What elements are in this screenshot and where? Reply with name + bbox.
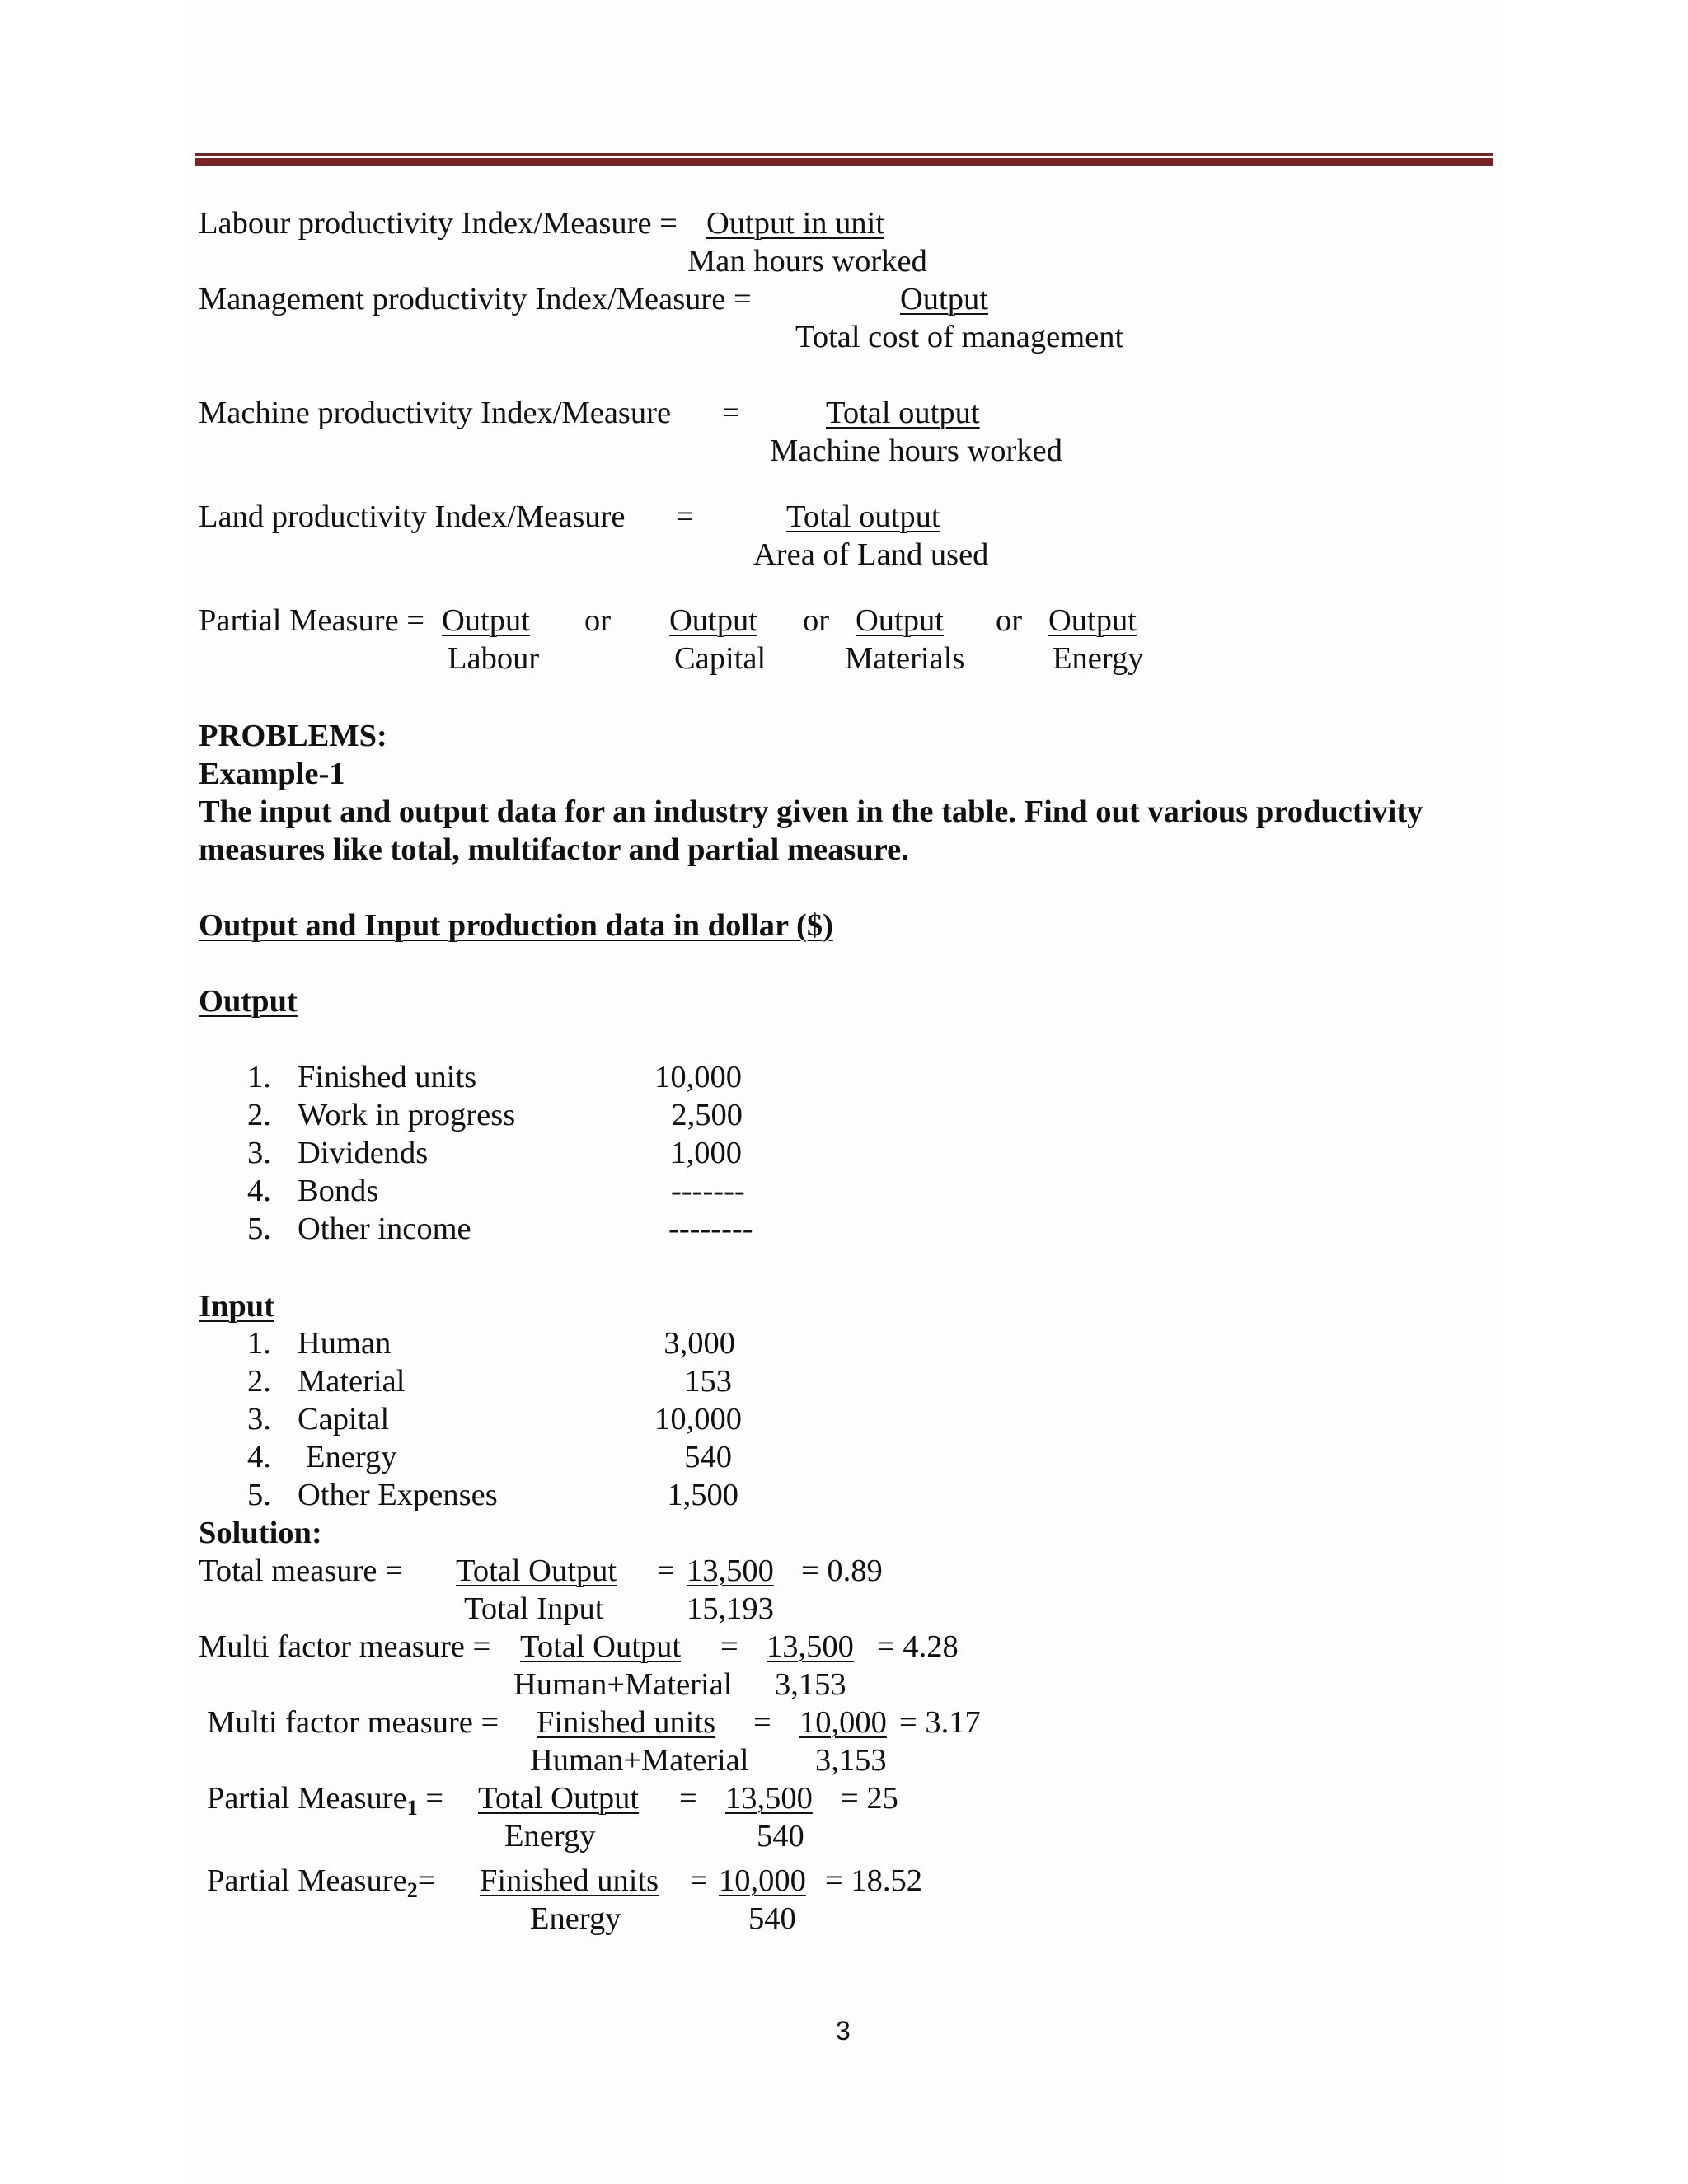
total-measure-numerator: Total Output xyxy=(456,1554,617,1588)
partial-or-2: or xyxy=(803,603,830,638)
list-item-value: 2,500 xyxy=(671,1098,743,1132)
labour-formula-numerator: Output in unit xyxy=(706,206,885,241)
land-formula-equals: = xyxy=(676,499,694,534)
list-item-value: 153 xyxy=(684,1364,732,1399)
problems-heading: PROBLEMS: xyxy=(199,719,387,753)
list-item-value: -------- xyxy=(668,1212,753,1246)
multi-factor-2-equals: = xyxy=(753,1705,771,1740)
list-item-value: 1,500 xyxy=(667,1478,738,1512)
partial-measure-2-numerator: Finished units xyxy=(480,1863,659,1898)
labour-formula-label: Labour productivity Index/Measure = xyxy=(199,206,686,241)
management-formula-label: Management productivity Index/Measure = xyxy=(199,282,752,316)
list-item-label: Energy xyxy=(306,1440,397,1474)
partial-measure-1-equals: = xyxy=(679,1781,697,1816)
partial-or-3: or xyxy=(996,603,1023,638)
partial-measure-1-den-value: 540 xyxy=(757,1819,804,1854)
multi-factor-2-den-value: 3,153 xyxy=(815,1743,887,1778)
partial-term-labour-denominator: Labour xyxy=(448,641,540,676)
partial-measure-1-result: = 25 xyxy=(841,1781,898,1816)
multi-factor-2-label: Multi factor measure = xyxy=(207,1705,499,1740)
partial-measure-2-num-value: 10,000 xyxy=(719,1863,806,1898)
total-measure-denominator: Total Input xyxy=(464,1591,604,1626)
partial-measure-1-numerator: Total Output xyxy=(478,1781,640,1816)
partial-measure-2-result: = 18.52 xyxy=(825,1863,922,1898)
partial-term-materials-numerator: Output xyxy=(856,603,944,638)
machine-formula-label: Machine productivity Index/Measure xyxy=(199,396,672,430)
input-heading: Input xyxy=(199,1289,275,1324)
solution-heading: Solution: xyxy=(199,1516,322,1550)
list-item-value: ------- xyxy=(671,1174,745,1208)
partial-measure-1-subscript: 1 xyxy=(406,1796,418,1820)
multi-factor-1-den-value: 3,153 xyxy=(775,1667,846,1702)
multi-factor-1-denominator: Human+Material xyxy=(513,1667,733,1702)
problem-statement-line-2: measures like total, multifactor and partial measure. xyxy=(199,832,909,867)
partial-or-1: or xyxy=(584,603,612,638)
land-formula-numerator: Total output xyxy=(786,499,940,534)
list-item-label: Capital xyxy=(298,1402,390,1436)
total-measure-result: = 0.89 xyxy=(801,1554,883,1588)
partial-formula-label: Partial Measure = xyxy=(199,603,433,638)
list-item-label: Human xyxy=(298,1326,392,1361)
partial-measure-1-denominator: Energy xyxy=(504,1819,596,1854)
labour-formula-denominator: Man hours worked xyxy=(687,244,927,279)
multi-factor-2-numerator: Finished units xyxy=(537,1705,716,1740)
partial-term-energy-numerator: Output xyxy=(1048,603,1137,638)
multi-factor-1-num-value: 13,500 xyxy=(767,1629,854,1664)
partial-measure-1-num-value: 13,500 xyxy=(725,1781,813,1816)
total-measure-num-value: 13,500 xyxy=(687,1554,774,1588)
partial-measure-2-label: Partial Measure$_2$= xyxy=(207,1863,436,1902)
partial-measure-1-label: Partial Measure$_1$ = xyxy=(207,1781,444,1820)
total-measure-label: Total measure = xyxy=(199,1554,403,1588)
list-item-number: 1. xyxy=(247,1326,271,1361)
management-formula-denominator: Total cost of management xyxy=(795,320,1124,354)
partial-measure-2-equals: = xyxy=(690,1863,716,1898)
output-heading: Output xyxy=(199,984,298,1019)
partial-term-energy-denominator: Energy xyxy=(1053,641,1144,676)
multi-factor-1-result: = 4.28 xyxy=(877,1629,959,1664)
list-item-value: 540 xyxy=(684,1440,732,1474)
list-item-value: 3,000 xyxy=(663,1326,735,1361)
multi-factor-1-numerator: Total Output xyxy=(520,1629,682,1664)
partial-term-labour-numerator: Output xyxy=(442,603,530,638)
example-heading: Example-1 xyxy=(199,757,345,791)
header-rule-thin xyxy=(195,153,1493,156)
multi-factor-1-label: Multi factor measure = xyxy=(199,1629,499,1664)
list-item-value: 1,000 xyxy=(670,1136,742,1170)
machine-formula-denominator: Machine hours worked xyxy=(770,434,1062,468)
land-formula-denominator: Area of Land used xyxy=(753,537,989,572)
page-number: 3 xyxy=(836,2016,851,2046)
list-item-label: Other Expenses xyxy=(298,1478,498,1512)
list-item-value: 10,000 xyxy=(654,1402,742,1436)
partial-measure-2-den-value: 540 xyxy=(748,1901,796,1936)
header-rule-thick xyxy=(195,158,1493,166)
list-item-label: Work in progress xyxy=(298,1098,516,1132)
list-item-label: Bonds xyxy=(298,1174,379,1208)
data-table-heading: Output and Input production data in dollar ($) xyxy=(199,908,833,943)
list-item-value: 10,000 xyxy=(654,1060,742,1094)
list-item-label: Material xyxy=(298,1364,406,1399)
list-item-number: 3. xyxy=(247,1402,271,1436)
total-measure-den-value: 15,193 xyxy=(687,1591,774,1626)
partial-term-materials-denominator: Materials xyxy=(845,641,965,676)
list-item-number: 1. xyxy=(247,1060,271,1094)
list-item-label: Other income xyxy=(298,1212,471,1246)
problem-statement-line-1: The input and output data for an industry given in the table. Find out various productivity xyxy=(199,794,1423,829)
multi-factor-2-denominator: Human+Material xyxy=(530,1743,749,1778)
multi-factor-1-equals: = xyxy=(720,1629,738,1664)
list-item-label: Finished units xyxy=(298,1060,477,1094)
partial-measure-2-subscript: 2 xyxy=(406,1878,418,1902)
multi-factor-2-result: = 3.17 xyxy=(899,1705,981,1740)
list-item-number: 5. xyxy=(247,1212,271,1246)
list-item-number: 4. xyxy=(247,1440,271,1474)
partial-term-capital-denominator: Capital xyxy=(674,641,767,676)
list-item-number: 3. xyxy=(247,1136,271,1170)
list-item-number: 2. xyxy=(247,1364,271,1399)
list-item-number: 4. xyxy=(247,1174,271,1208)
list-item-number: 5. xyxy=(247,1478,271,1512)
management-formula-numerator: Output xyxy=(900,282,988,316)
list-item-number: 2. xyxy=(247,1098,271,1132)
list-item-label: Dividends xyxy=(298,1136,429,1170)
land-formula-label: Land productivity Index/Measure xyxy=(199,499,626,534)
machine-formula-numerator: Total output xyxy=(826,396,980,430)
multi-factor-2-num-value: 10,000 xyxy=(799,1705,887,1740)
machine-formula-equals: = xyxy=(722,396,740,430)
partial-measure-2-denominator: Energy xyxy=(530,1901,621,1936)
total-measure-equals: = xyxy=(657,1554,675,1588)
partial-term-capital-numerator: Output xyxy=(669,603,757,638)
